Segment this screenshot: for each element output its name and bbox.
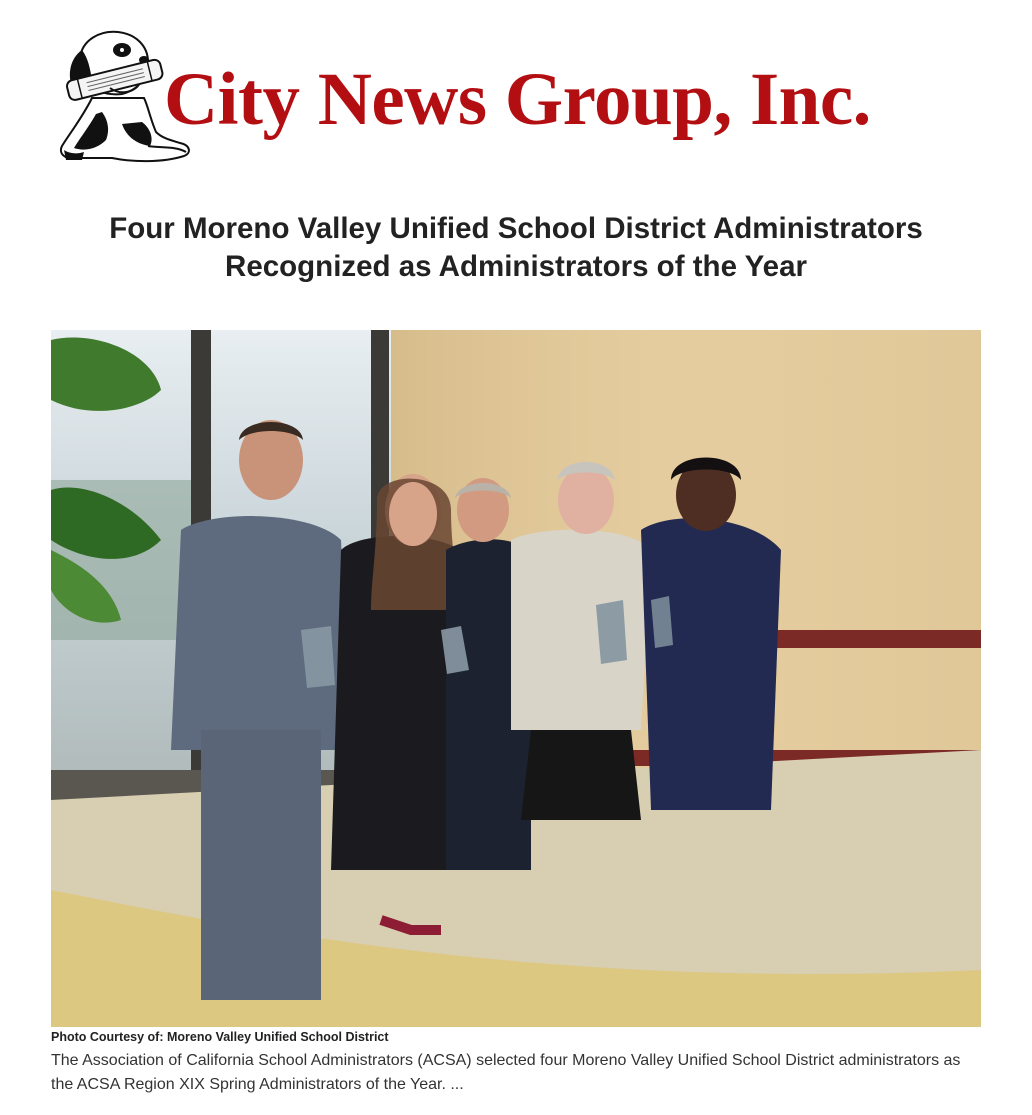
photo-credit: Photo Courtesy of: Moreno Valley Unified School District bbox=[51, 1030, 389, 1044]
group-award-photo bbox=[51, 330, 981, 1027]
article-headline: Four Moreno Valley Unified School District Administrators Recognized as Administrators of the Year bbox=[109, 212, 923, 283]
article-summary: The Association of California School Administrators (ACSA) selected four Moreno Valley Unified School District administrators as the ACSA Region XIX Spring Administrators of the Year. ... bbox=[51, 1052, 961, 1093]
article-photo bbox=[51, 330, 981, 1027]
brand-name: City News Group, Inc. bbox=[164, 58, 871, 141]
masthead bbox=[52, 28, 982, 178]
